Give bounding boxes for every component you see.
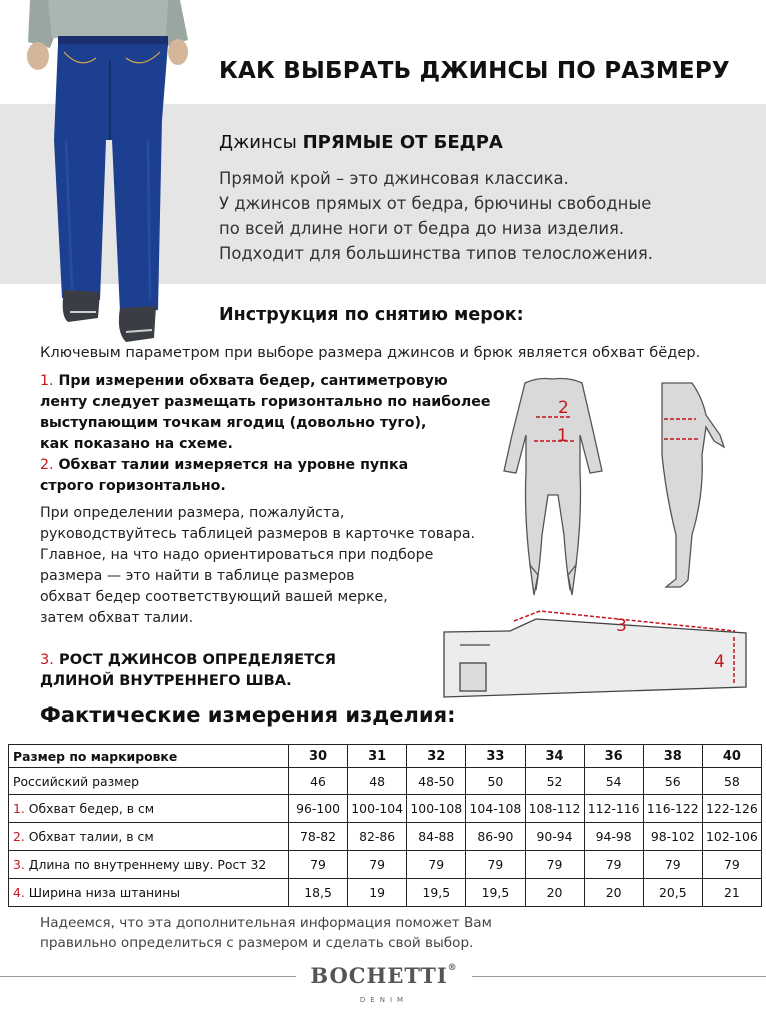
brand-logo: BOCHETTI® [310, 963, 458, 988]
point-1-line: как показано на схеме. [40, 436, 233, 452]
table-row [9, 768, 762, 795]
size-cell: 36 [584, 745, 643, 768]
table-cell: 90-94 [525, 823, 584, 851]
table-cell: 102-106 [702, 823, 761, 851]
point-2-line: 2. Обхват талии измеряется на уровне пупка [40, 457, 409, 473]
table-cell: 116-122 [643, 795, 702, 823]
measurements-title: Фактические измерения изделия: [40, 703, 456, 727]
advice-line: размера — это найти в таблице размеров [40, 568, 355, 584]
table-cell: 100-104 [348, 795, 407, 823]
table-header-row [9, 745, 762, 768]
table-cell: 50 [466, 768, 525, 795]
row-label: Российский размер [9, 768, 289, 795]
table-cell: 20 [525, 879, 584, 907]
table-cell: 56 [643, 768, 702, 795]
advice-line: обхват бедер соответствующий вашей мерке, [40, 589, 388, 605]
subtitle-bold: ПРЯМЫЕ ОТ БЕДРА [302, 132, 503, 153]
size-cell: 33 [466, 745, 525, 768]
page-title: КАК ВЫБРАТЬ ДЖИНСЫ ПО РАЗМЕРУ [219, 58, 730, 84]
table-cell: 19 [348, 879, 407, 907]
table-cell: 112-116 [584, 795, 643, 823]
size-cell: 38 [643, 745, 702, 768]
subtitle-prefix: Джинсы [219, 132, 303, 153]
table-cell: 79 [348, 851, 407, 879]
measurement-diagram [430, 375, 766, 710]
description-line: Подходит для большинства типов телосложения. [219, 244, 653, 263]
advice-line: затем обхват талии. [40, 610, 194, 626]
diagram-label-2: 2 [558, 398, 569, 418]
jeans-flat-icon [444, 619, 746, 697]
jeans-model-title [219, 132, 503, 153]
size-table [8, 744, 762, 907]
diagram-label-1: 1 [557, 426, 568, 446]
table-cell: 79 [702, 851, 761, 879]
size-cell: 34 [525, 745, 584, 768]
jeans-model-illustration [0, 0, 200, 345]
table-cell: 48-50 [407, 768, 466, 795]
advice-line: При определении размера, пожалуйста, [40, 505, 345, 521]
row-label: 2. Обхват талии, в см [9, 823, 289, 851]
table-row [9, 795, 762, 823]
row-label: 4. Ширина низа штанины [9, 879, 289, 907]
table-cell: 46 [289, 768, 348, 795]
table-cell: 54 [584, 768, 643, 795]
table-cell: 48 [348, 768, 407, 795]
table-row [9, 823, 762, 851]
size-advice [40, 503, 475, 629]
table-cell: 94-98 [584, 823, 643, 851]
point-1-number: 1. [40, 373, 54, 389]
table-cell: 86-90 [466, 823, 525, 851]
point-1-line: ленту следует размещать горизонтально по наиболее [40, 394, 491, 410]
table-cell: 58 [702, 768, 761, 795]
table-cell: 79 [584, 851, 643, 879]
table-cell: 122-126 [702, 795, 761, 823]
table-cell: 79 [643, 851, 702, 879]
table-cell: 19,5 [466, 879, 525, 907]
diagram-label-3: 3 [616, 616, 627, 636]
height-note: 3. РОСТ ДЖИНСОВ ОПРЕДЕЛЯЕТСЯ ДЛИНОЙ ВНУТРЕННЕГО ШВА. [40, 651, 336, 689]
point-3-number: 3. [40, 651, 54, 668]
table-cell: 78-82 [289, 823, 348, 851]
body-side-icon [662, 383, 724, 587]
point-1-line: 1. При измерении обхвата бедер, сантиметровую [40, 373, 448, 389]
table-row [9, 879, 762, 907]
diagram-label-4: 4 [714, 652, 725, 672]
size-cell: 30 [289, 745, 348, 768]
brand-subtitle: DENIM [359, 996, 409, 1004]
table-cell: 21 [702, 879, 761, 907]
table-cell: 108-112 [525, 795, 584, 823]
table-cell: 82-86 [348, 823, 407, 851]
instructions-title: Инструкция по снятию мерок: [219, 305, 524, 325]
table-cell: 20 [584, 879, 643, 907]
key-parameter-text: Ключевым параметром при выборе размера джинсов и брюк является обхват бёдер. [40, 344, 701, 361]
table-row [9, 851, 762, 879]
table-cell: 52 [525, 768, 584, 795]
table-cell: 84-88 [407, 823, 466, 851]
footer-note: Надеемся, что эта дополнительная информация поможет Вам правильно определиться с размером и сделать свой выбор. [40, 915, 492, 951]
point-2-line: строго горизонтально. [40, 478, 226, 494]
point-2-number: 2. [40, 457, 54, 473]
table-cell: 104-108 [466, 795, 525, 823]
table-cell: 79 [407, 851, 466, 879]
description-line: Прямой крой – это джинсовая классика. [219, 169, 569, 188]
table-cell: 20,5 [643, 879, 702, 907]
point-1-line: выступающим точкам ягодиц (довольно туго), [40, 415, 427, 431]
description-line: по всей длине ноги от бедра до низа изделия. [219, 219, 625, 238]
body-front-icon [504, 379, 602, 596]
row-label: 1. Обхват бедер, в см [9, 795, 289, 823]
description-line: У джинсов прямых от бедра, брючины свободные [219, 194, 652, 213]
measurement-points [40, 371, 491, 497]
table-cell: 79 [525, 851, 584, 879]
table-cell: 98-102 [643, 823, 702, 851]
advice-line: руководствуйтесь таблицей размеров в карточке товара. [40, 526, 476, 542]
table-cell: 79 [289, 851, 348, 879]
advice-line: Главное, на что надо ориентироваться при подборе [40, 547, 434, 563]
table-cell: 18,5 [289, 879, 348, 907]
row-label: 3. Длина по внутреннему шву. Рост 32 [9, 851, 289, 879]
header-label: Размер по маркировке [9, 745, 289, 768]
size-cell: 32 [407, 745, 466, 768]
footer-divider [472, 976, 766, 977]
model-description [219, 166, 653, 266]
table-cell: 79 [466, 851, 525, 879]
table-cell: 19,5 [407, 879, 466, 907]
footer-divider [0, 976, 296, 977]
table-cell: 100-108 [407, 795, 466, 823]
table-cell: 96-100 [289, 795, 348, 823]
size-cell: 40 [702, 745, 761, 768]
size-cell: 31 [348, 745, 407, 768]
